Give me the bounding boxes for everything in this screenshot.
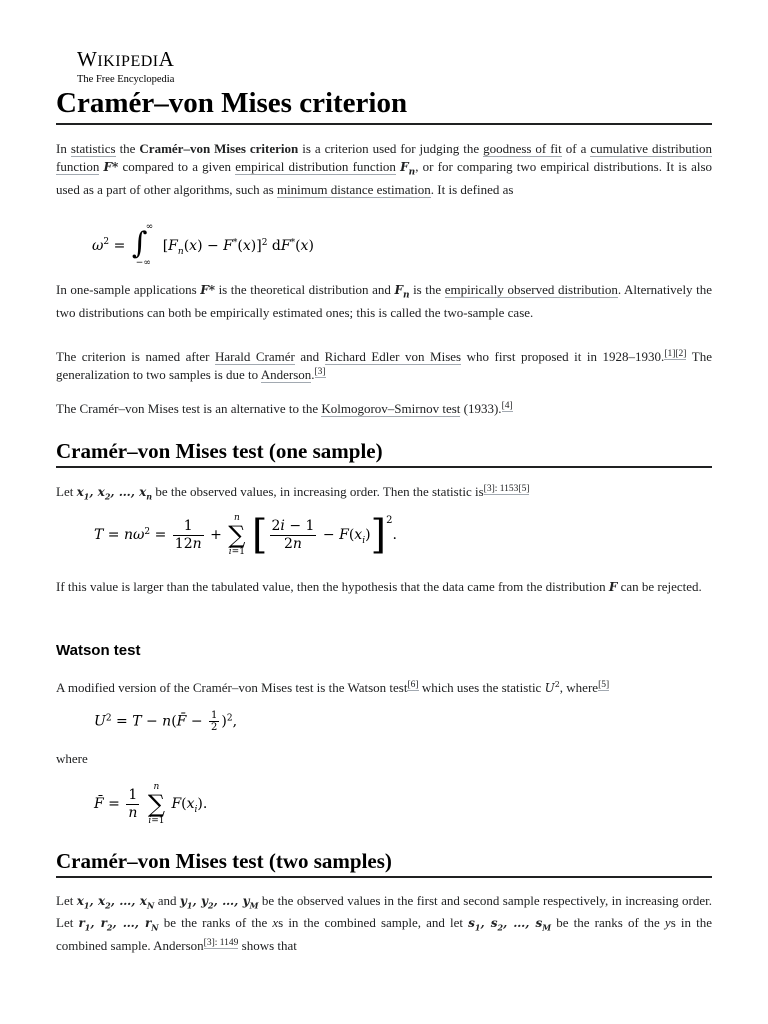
link-goodness-of-fit[interactable]: goodness of fit (483, 141, 562, 156)
link-edf[interactable]: empirical distribution function (235, 159, 396, 174)
bold-term: Cramér–von Mises criterion (139, 141, 299, 156)
section2-paragraph-1: Let $x_1$, $x_2$, …, $x_N$ and $y_1$, $y_2$, …, $y_M$ be the observed values in the first and second sample respectively, in increasing order. Let $r_1$, $r_2$, …, $r_N$ be the ranks of the xs in the combined sample, and let $s_1$, $s_2$, …, $s_M$ be the ranks of the ys in the combined sample. Anderson$^{[3]: 1149}$ shows that (56, 893, 712, 953)
ref-1[interactable]: [1] (664, 349, 676, 359)
formula-omega-squared: $\omega^2$ = ∫ ∞ −∞ $[F_n(x) - F^*(x)]^2$ dF*(x) (92, 222, 314, 268)
formula-t-statistic: $T = n\omega^2$ = $\frac{1}{12n}$ + n ∑ i=1 [ $\frac{2i - 1}{2n}$ − $F(x_i)]^2$. (94, 512, 397, 558)
link-statistics[interactable]: statistics (70, 141, 116, 156)
math-u-squared: $U^2$ (544, 680, 560, 695)
logo-wordmark: WIKIPEDIA (77, 47, 175, 71)
ref-5[interactable]: [5] (598, 680, 610, 690)
page-title: Cramér–von Mises criterion (56, 84, 712, 125)
link-ks-test[interactable]: Kolmogorov–Smirnov test (321, 401, 461, 416)
link-anderson[interactable]: Anderson (260, 367, 312, 382)
math-x-sample: $x_1$, $x_2$, …, $x_N$ (76, 894, 155, 911)
link-harald-cramer[interactable]: Harald Cramér (214, 349, 295, 364)
intro-paragraph-2: In one-sample applications F* is the theoretical distribution and $F_n$ is the empirically observed distribution. Alternatively the two distributions can both be empirically estimated ones; this is called the two-sample case. (56, 282, 712, 321)
watson-paragraph: A modified version of the Cramér–von Mises test is the Watson test[6] which uses the statistic $U^2$, where[5] (56, 680, 610, 695)
math-s-ranks: $s_1$, $s_2$, …, $s_M$ (468, 916, 552, 933)
math-f: F (608, 580, 618, 594)
math-fn: $F_n$ (400, 160, 416, 178)
section-heading-two-samples: Cramér–von Mises test (two samples) (56, 847, 712, 878)
math-y-sample: $y_1$, $y_2$, …, $y_M$ (179, 894, 259, 911)
intro-paragraph-4: The Cramér–von Mises test is an alternative to the Kolmogorov–Smirnov test (1933).[4] (56, 401, 513, 416)
intro-paragraph-3: The criterion is named after Harald Cramér and Richard Edler von Mises who first proposed it in 1928–1930.[1][2] The generalization to two samples is due to Anderson.[3] (56, 349, 712, 382)
section1-paragraph-2: If this value is larger than the tabulated value, then the hypothesis that the data came from the distribution F can be rejected. (56, 579, 702, 594)
ref-4[interactable]: [4] (501, 401, 513, 411)
link-min-distance[interactable]: minimum distance estimation (276, 182, 431, 198)
formula-watson-u: $U^2 = T$ − n(F̄ − $\frac{1}{2}$ )$^2$, (94, 710, 238, 733)
formula-f-bar: F̄ = $\frac{1}{n}$ n ∑ i=1 $F(x_i)$. (94, 782, 208, 826)
wikipedia-logo[interactable] (77, 48, 174, 86)
ref-2[interactable]: [2] (675, 349, 687, 359)
where-text: where (56, 751, 88, 766)
section1-paragraph-1: Let $x_1$, $x_2$, …, $x_n$ be the observed values, in increasing order. Then the statistic is[3]: 1153[5] (56, 484, 530, 502)
link-cdf[interactable]: cumulative distribution function (56, 141, 712, 174)
section-heading-one-sample: Cramér–von Mises test (one sample) (56, 437, 712, 468)
math-x-sequence: $x_1$, $x_2$, …, $x_n$ (76, 485, 153, 502)
math-fstar: F* (200, 283, 216, 297)
ref-5[interactable]: [5] (518, 484, 530, 494)
ref-3[interactable]: [3]: 1153 (483, 484, 519, 494)
ref-6[interactable]: [6] (407, 680, 419, 690)
subheading-watson-test: Watson test (56, 642, 141, 659)
ref-3[interactable]: [3]: 1149 (203, 937, 239, 948)
link-empirical-distribution[interactable]: empirically observed distribution (444, 282, 618, 297)
link-von-mises[interactable]: Richard Edler von Mises (324, 349, 462, 364)
logo-tagline: The Free Encyclopedia (77, 74, 175, 85)
intro-paragraph-1: In statistics the Cramér–von Mises criterion is a criterion used for judging the goodness of fit of a cumulative distribution function F* compared to a given empirical distribution function $F_n$, or for comparing two empirical distributions. It is also used as a part of other algorithms, such as minimum distance estimation. It is defined as (56, 141, 713, 198)
math-fn: $F_n$ (394, 283, 410, 301)
ref-3[interactable]: [3] (314, 367, 326, 377)
math-fstar: F* (103, 160, 119, 174)
math-r-ranks: $r_1$, $r_2$, …, $r_N$ (78, 916, 159, 933)
